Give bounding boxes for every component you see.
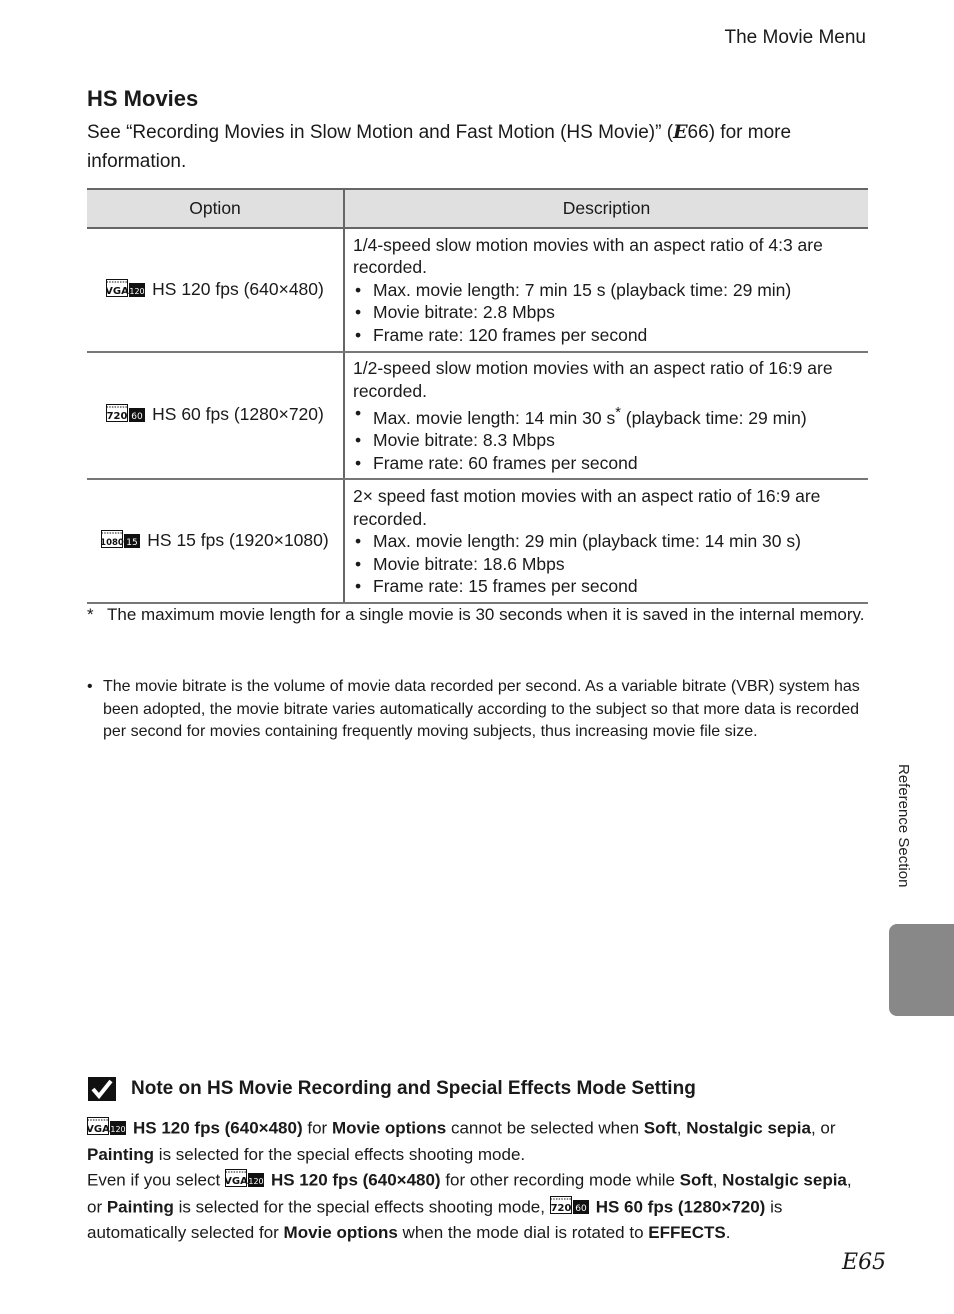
svg-text:VGA: VGA bbox=[106, 285, 129, 297]
footnote-star: * bbox=[87, 605, 94, 624]
bullet-text: Max. movie length: 14 min 30 s bbox=[373, 407, 616, 428]
table-footnote bbox=[87, 603, 867, 627]
footnote-text: The maximum movie length for a single movie is 30 seconds when it is saved in the internal memory. bbox=[107, 605, 865, 624]
text: for other recording mode while bbox=[440, 1170, 680, 1190]
column-header-description: Description bbox=[344, 189, 868, 228]
effect-name: Painting bbox=[106, 1197, 174, 1217]
text: is automatically selected for bbox=[87, 1197, 783, 1242]
bullet-item: • Movie bitrate: 8.3 Mbps bbox=[353, 429, 860, 452]
reference-e-icon: E bbox=[673, 121, 688, 143]
text: when the mode dial is rotated to bbox=[397, 1223, 649, 1242]
section-tab bbox=[889, 924, 954, 1016]
text: . bbox=[725, 1223, 731, 1242]
svg-text:15: 15 bbox=[126, 537, 138, 548]
option-name: HS 60 fps (1280×720) bbox=[595, 1197, 766, 1217]
description-bullets bbox=[353, 279, 860, 347]
description-bullets bbox=[353, 402, 860, 474]
bullet-text-tail: (playback time: 29 min) bbox=[620, 407, 807, 428]
option-label: HS 120 fps (640×480) bbox=[152, 278, 324, 299]
description-cell bbox=[344, 352, 868, 479]
note-paragraph-2 bbox=[87, 1168, 867, 1245]
option-label: HS 60 fps (1280×720) bbox=[152, 404, 324, 425]
menu-name: Movie options bbox=[283, 1223, 398, 1242]
description-text: 1/2-speed slow motion movies with an aspect ratio of 16:9 are recorded. bbox=[353, 358, 833, 401]
svg-text:720: 720 bbox=[550, 1202, 572, 1214]
intro-text-after: ) for more information. bbox=[87, 122, 792, 172]
option-name: HS 120 fps (640×480) bbox=[270, 1170, 441, 1190]
720-60-icon bbox=[106, 403, 146, 428]
svg-text:720: 720 bbox=[106, 411, 128, 423]
column-header-option: Option bbox=[87, 189, 344, 228]
page-number bbox=[842, 1250, 886, 1275]
svg-text:VGA: VGA bbox=[87, 1124, 110, 1135]
description-text: 1/4-speed slow motion movies with an aspect ratio of 4:3 are recorded. bbox=[353, 234, 823, 278]
text: , bbox=[712, 1170, 723, 1190]
text: , or bbox=[810, 1118, 836, 1138]
side-section-label: Reference Section bbox=[895, 764, 912, 888]
note-paragraph-1 bbox=[87, 1116, 867, 1166]
effect-name: Soft bbox=[679, 1170, 713, 1190]
1080-15-icon bbox=[101, 529, 141, 554]
table-row bbox=[87, 228, 868, 352]
page-number-value: 65 bbox=[858, 1250, 887, 1275]
page-prefix-e-icon: E bbox=[842, 1250, 859, 1275]
bullet-item: • Frame rate: 15 frames per second bbox=[353, 575, 860, 598]
svg-text:60: 60 bbox=[131, 412, 143, 423]
description-bullets bbox=[353, 530, 860, 598]
bitrate-note-text: The movie bitrate is the volume of movie data recorded per second. As a variable bitrate (VBR) system has been adopted, the movie bitrate varies automatically according to the subject so that more data is recorded per second for movies containing frequently moving subjects, thus increasing movie file size. bbox=[103, 678, 860, 740]
option-cell bbox=[87, 352, 344, 479]
menu-name: Movie options bbox=[331, 1118, 447, 1138]
text: , bbox=[676, 1118, 687, 1138]
bitrate-note bbox=[87, 676, 862, 744]
720-60-icon bbox=[550, 1195, 590, 1222]
description-cell bbox=[344, 479, 868, 603]
running-header: The Movie Menu bbox=[724, 27, 866, 48]
bullet-item: • Frame rate: 60 frames per second bbox=[353, 452, 860, 475]
description-text: 2× speed fast motion movies with an aspect ratio of 16:9 are recorded. bbox=[353, 486, 821, 529]
options-table bbox=[87, 188, 868, 604]
svg-text:120: 120 bbox=[248, 1177, 264, 1186]
svg-text:120: 120 bbox=[129, 286, 145, 296]
footnote-marker: * bbox=[615, 405, 621, 421]
option-cell bbox=[87, 479, 344, 603]
table-header-row bbox=[87, 189, 868, 228]
bullet-item: • Movie bitrate: 2.8 Mbps bbox=[353, 301, 860, 324]
note-title: Note on HS Movie Recording and Special Effects Mode Setting bbox=[131, 1078, 696, 1099]
effect-name: Soft bbox=[643, 1118, 677, 1138]
effect-name: Nostalgic sepia bbox=[722, 1170, 847, 1190]
text: , or bbox=[87, 1170, 852, 1217]
text: Even if you select bbox=[87, 1170, 225, 1190]
bullet-item: • Max. movie length: 7 min 15 s (playback time: 29 min) bbox=[353, 279, 860, 302]
intro-ref-page: 66 bbox=[687, 122, 709, 143]
bullet-item: • Movie bitrate: 18.6 Mbps bbox=[353, 553, 860, 576]
bullet-item: • Frame rate: 120 frames per second bbox=[353, 324, 860, 347]
vga-120-icon bbox=[106, 278, 146, 303]
intro-paragraph bbox=[87, 118, 857, 176]
text: is selected for the special effects shooting mode, bbox=[173, 1197, 550, 1217]
svg-text:120: 120 bbox=[110, 1125, 126, 1134]
svg-text:VGA: VGA bbox=[224, 1176, 248, 1187]
svg-text:60: 60 bbox=[574, 1203, 587, 1214]
bullet-item: • Max. movie length: 29 min (playback time: 14 min 30 s) bbox=[353, 530, 860, 553]
checkmark-note-icon bbox=[87, 1076, 117, 1102]
vga-120-icon bbox=[225, 1168, 265, 1195]
description-cell bbox=[344, 228, 868, 352]
option-name: HS 120 fps (640×480) bbox=[133, 1118, 303, 1138]
svg-text:1080: 1080 bbox=[101, 537, 125, 548]
effect-name: Painting bbox=[87, 1144, 155, 1164]
table-row bbox=[87, 352, 868, 479]
option-label: HS 15 fps (1920×1080) bbox=[147, 529, 329, 550]
text: cannot be selected when bbox=[446, 1118, 644, 1138]
section-title: HS Movies bbox=[87, 86, 199, 111]
table-row bbox=[87, 479, 868, 603]
text: for bbox=[302, 1118, 332, 1138]
vga-120-icon bbox=[87, 1116, 127, 1143]
effect-name: Nostalgic sepia bbox=[686, 1118, 811, 1138]
bullet-dot: • bbox=[87, 678, 93, 695]
bullet-item bbox=[353, 402, 860, 429]
text: is selected for the special effects shooting mode. bbox=[154, 1144, 526, 1164]
effects-mode-label: EFFECTS bbox=[648, 1223, 726, 1242]
option-cell bbox=[87, 228, 344, 352]
note-heading bbox=[87, 1076, 696, 1102]
intro-text-before: See “Recording Movies in Slow Motion and Fast Motion (HS Movie)” ( bbox=[87, 122, 674, 143]
